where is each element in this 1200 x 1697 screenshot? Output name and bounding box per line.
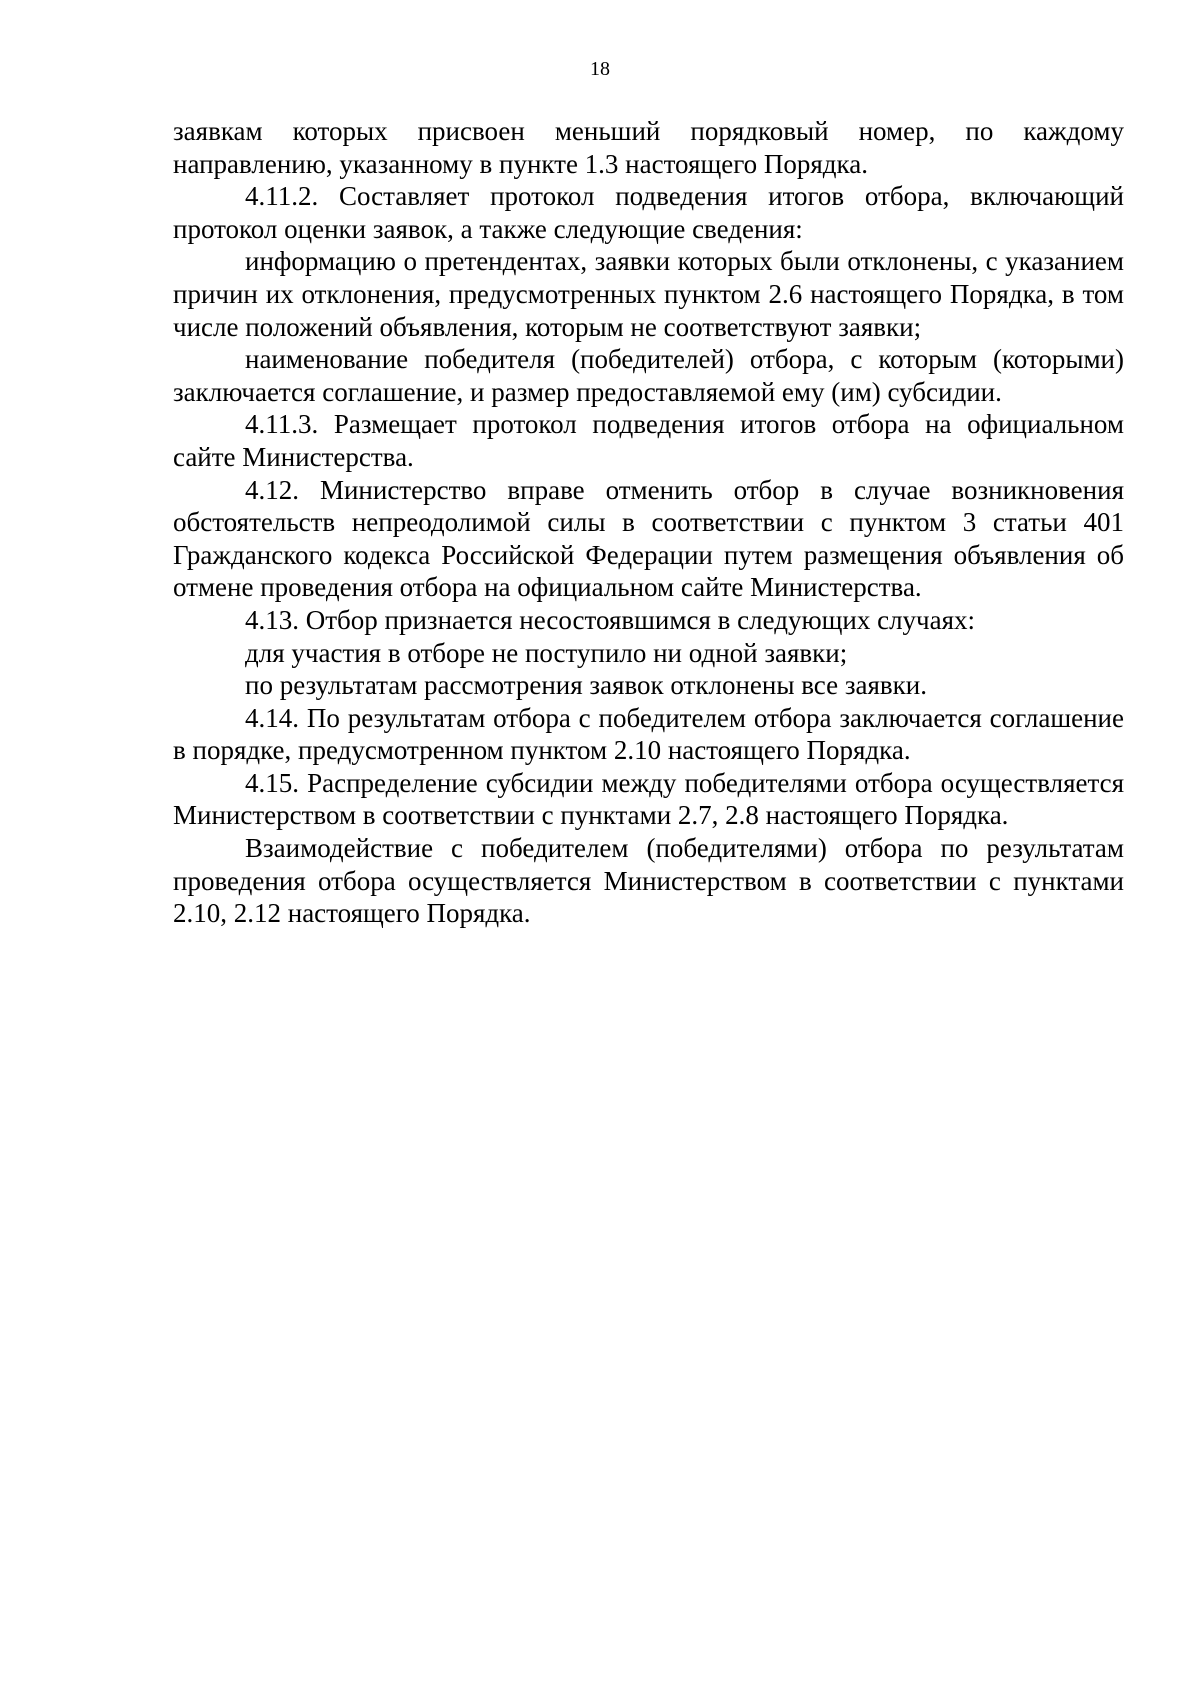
document-body [173, 115, 1124, 930]
paragraph-4-15: 4.15. Распределение субсидии между победителями отбора осуществляется Министерством в соответствии с пунктами 2.7, 2.8 настоящего Порядка. [173, 767, 1124, 831]
page-number: 18 [590, 58, 610, 80]
paragraph-4-14: 4.14. По результатам отбора с победителем отбора заключается соглашение в порядке, предусмотренном пунктом 2.10 настоящего Порядка. [173, 702, 1124, 766]
paragraph-4-11-2: 4.11.2. Составляет протокол подведения итогов отбора, включающий протокол оценки заявок, а также следующие сведения: [173, 181, 1124, 244]
paragraph-4-11-3: 4.11.3. Размещает протокол подведения итогов отбора на официальном сайте Министерства. [173, 409, 1124, 472]
paragraph-interaction: Взаимодействие с победителем (победителями) отбора по результатам проведения отбора осуществляется Министерством в соответствии с пунктами 2.10, 2.12 настоящего Порядка. [173, 833, 1124, 929]
paragraph-winner-name: наименование победителя (победителей) отбора, с которым (которыми) заключается соглашение, и размер предоставляемой ему (им) субсидии. [173, 344, 1124, 407]
paragraph-rejected-applicants: информацию о претендентах, заявки которых были отклонены, с указанием причин их отклонения, предусмотренных пунктом 2.6 настоящего Порядка, в том числе положений объявления, которым не соответствуют заявки; [173, 246, 1124, 342]
paragraph-4-12: 4.12. Министерство вправе отменить отбор в случае возникновения обстоятельств непреодолимой силы в соответствии с пунктом 3 статьи 401 Гражданского кодекса Российской Федерации путем размещения объявления об отмене проведения отбора на официальном сайте Министерства. [173, 474, 1124, 603]
paragraph-continuation: заявкам которых присвоен меньший порядковый номер, по каждому направлению, указанному в пункте 1.3 настоящего Порядка. [173, 116, 1124, 179]
paragraph-no-applications: для участия в отборе не поступило ни одной заявки; [245, 637, 848, 668]
paragraph-4-13: 4.13. Отбор признается несостоявшимся в следующих случаях: [245, 604, 976, 635]
paragraph-all-rejected: по результатам рассмотрения заявок отклонены все заявки. [245, 670, 927, 701]
